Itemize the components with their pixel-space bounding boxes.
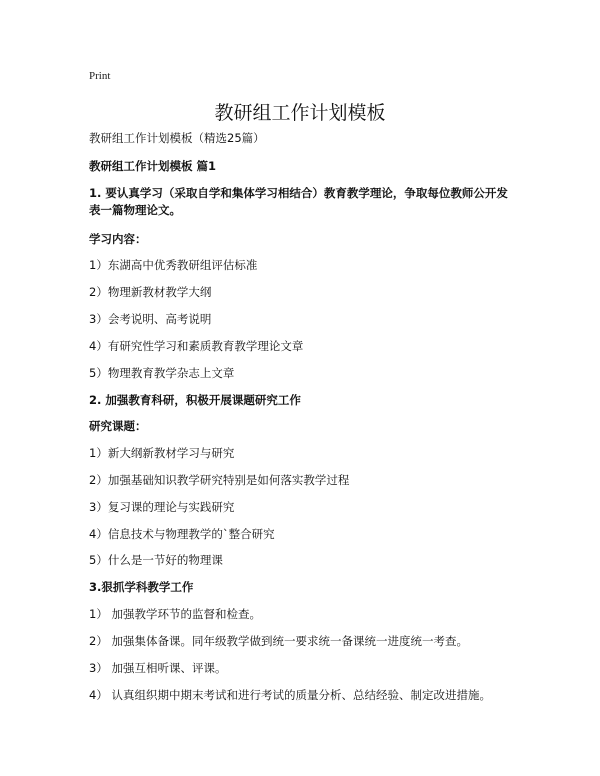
study-item: 2）物理新教材教学大纲	[89, 285, 212, 299]
page-title: 教研组工作计划模板	[214, 102, 386, 124]
teaching-item: 1） 加强教学环节的监督和检查。	[89, 607, 261, 621]
study-item: 1）东湖高中优秀教研组评估标准	[89, 258, 258, 272]
research-item: 5）什么是一节好的物理课	[89, 553, 223, 567]
research-item: 4）信息技术与物理教学的`整合研究	[89, 527, 275, 541]
item2-heading: 2. 加强教育科研，积极开展课题研究工作	[89, 393, 301, 407]
teaching-item: 2） 加强集体备课。同年级教学做到统一要求统一备课统一进度统一考查。	[89, 634, 468, 648]
research-item: 3）复习课的理论与实践研究	[89, 500, 235, 514]
study-item: 3）会考说明、高考说明	[89, 312, 212, 326]
research-heading: 研究课题：	[89, 419, 147, 433]
study-item: 5）物理教育教学杂志上文章	[89, 366, 235, 380]
research-item: 1）新大纲新教材学习与研究	[89, 446, 235, 460]
section-heading: 教研组工作计划模板 篇1	[89, 159, 217, 173]
item1-heading: 1. 要认真学习（采取自学和集体学习相结合）教育教学理论，争取每位教师公开发表一篇物理论文。	[89, 186, 508, 217]
study-item: 4）有研究性学习和素质教育教学理论文章	[89, 339, 304, 353]
teaching-item: 4） 认真组织期中期末考试和进行考试的质量分析、总结经验、制定改进措施。	[89, 688, 491, 702]
subtitle: 教研组工作计划模板（精选25篇）	[89, 131, 265, 145]
teaching-item: 3） 加强互相听课、评课。	[89, 661, 227, 675]
research-item: 2）加强基础知识教学研究特别是如何落实教学过程	[89, 473, 350, 487]
print-link[interactable]: Print	[89, 70, 111, 82]
study-heading: 学习内容：	[89, 232, 147, 246]
item3-heading: 3.狠抓学科教学工作	[89, 580, 194, 594]
